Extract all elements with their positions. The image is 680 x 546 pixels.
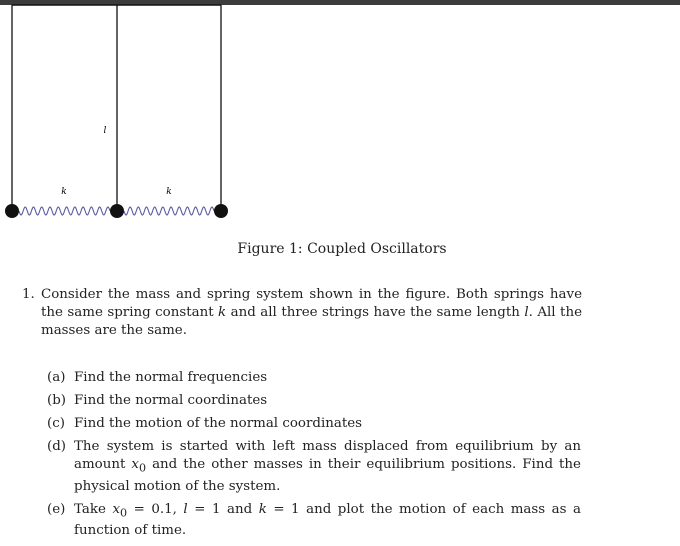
- problem-statement: [22, 286, 582, 340]
- subquestion-b: [47, 392, 581, 410]
- subquestion-c: [47, 415, 581, 433]
- problem-text: Consider the mass and spring system shown in the figure. Both springs have the same spring constant k and all three strings have the same length l. All the masses are the same.: [41, 287, 582, 338]
- subquestion-d: [47, 438, 581, 496]
- subquestion-e: [47, 501, 581, 541]
- subquestion-label: (d): [47, 439, 67, 454]
- subquestion-text: Find the motion of the normal coordinates: [74, 416, 363, 431]
- coupled-oscillator-figure: [0, 0, 680, 240]
- mass-right: [214, 204, 228, 218]
- subquestion-text: Find the normal frequencies: [74, 370, 268, 385]
- mass-middle: [110, 204, 124, 218]
- figure-caption: Figure 1: Coupled Oscillators: [237, 241, 447, 257]
- subquestion-label: (c): [47, 416, 65, 431]
- mass-left: [5, 204, 19, 218]
- subquestion-text: The system is started with left mass displaced from equilibrium by an amount $x_0$ and the other masses in their equilibrium positions. Find the physical motion of the system.: [74, 439, 581, 494]
- subquestion-a: [47, 369, 581, 387]
- label-k-left: k: [61, 187, 67, 197]
- subquestion-label: (a): [47, 370, 66, 385]
- spring-left: [19, 207, 110, 215]
- label-k-right: k: [166, 187, 172, 197]
- problem-number: 1.: [22, 287, 35, 302]
- subquestion-text: Take $x_0 = 0.1$, l = 1 and k = 1 and plot the motion of each mass as a function of time.: [74, 501, 582, 539]
- subquestion-text: Find the normal coordinates: [74, 393, 268, 408]
- subquestion-list: [47, 369, 581, 540]
- label-l: l: [103, 126, 107, 136]
- spring-right: [124, 207, 214, 215]
- subquestion-label: (e): [47, 501, 66, 517]
- subquestion-label: (b): [47, 393, 67, 408]
